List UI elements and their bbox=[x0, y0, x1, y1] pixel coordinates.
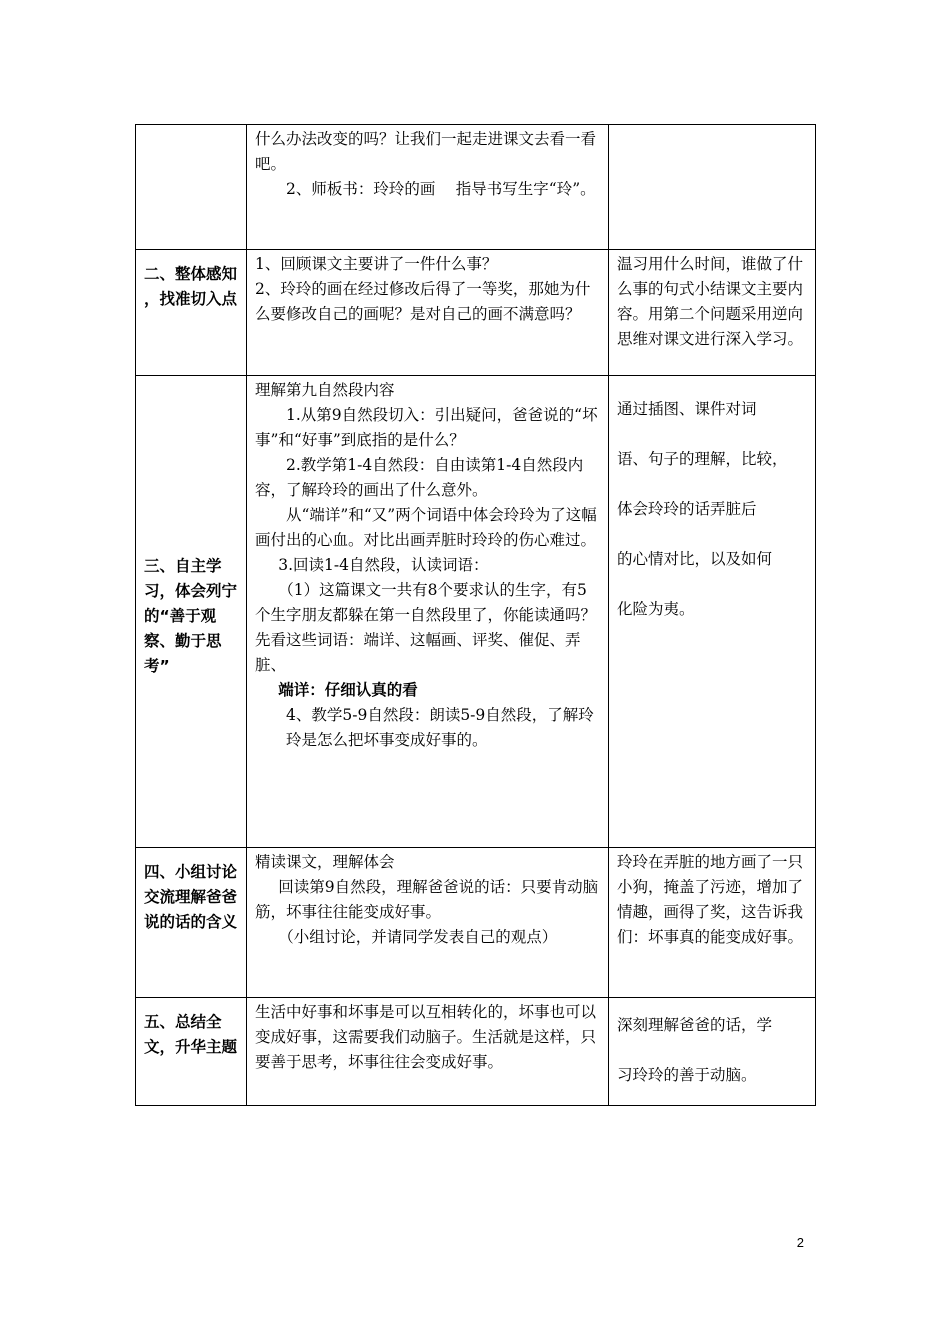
content-line: 回读第9自然段，理解爸爸说的话：只要肯动脑筋，坏事往往能变成好事。 bbox=[255, 878, 599, 921]
content-line: 从“端详”和“又”两个词语中体会玲玲为了这幅画付出的心血。对比出画弄脏时玲玲的伤心难过。 bbox=[255, 506, 597, 549]
note-line: 化险为夷。 bbox=[617, 600, 695, 618]
note-line: 通过插图、课件对词 bbox=[617, 400, 757, 418]
content-cell bbox=[247, 125, 609, 250]
content-line: 4、教学5-9自然段：朗读5-9自然段，了解玲玲是怎么把坏事变成好事的。 bbox=[286, 706, 594, 749]
table-row bbox=[136, 998, 816, 1106]
content-line: 生活中好事和坏事是可以互相转化的，坏事也可以变成好事，这需要我们动脑子。生活就是这样，只要善于思考，坏事往往会变成好事。 bbox=[255, 1003, 597, 1071]
note-line: 的心情对比，以及如何 bbox=[617, 550, 773, 568]
note-line: 深刻理解爸爸的话，学 bbox=[617, 1016, 773, 1034]
content-line: 什么办法改变的吗？让我们一起走进课文去看一看吧。 bbox=[255, 130, 597, 173]
content-cell bbox=[247, 848, 609, 998]
note-cell bbox=[609, 376, 816, 848]
note-line: 玲玲在弄脏的地方画了一只小狗，掩盖了污迹，增加了情趣，画得了奖，这告诉我们：坏事真的能变成好事。 bbox=[617, 853, 804, 946]
table-row bbox=[136, 250, 816, 376]
table-row bbox=[136, 376, 816, 848]
step-cell: 五、总结全文，升华主题 bbox=[136, 998, 247, 1106]
content-line: （1）这篇课文一共有8个要求认的生字，有5个生字朋友都躲在第一自然段里了，你能读通吗？ 先看这些词语：端详、这幅画、评奖、催促、弄脏、 bbox=[255, 581, 612, 674]
content-line: 2、师板书：玲玲的画 指导书写生字“玲”。 bbox=[286, 180, 596, 198]
note-cell bbox=[609, 250, 816, 376]
content-line: 1.从第9自然段切入：引出疑问，爸爸说的“坏事”和“好事”到底指的是什么？ bbox=[255, 406, 598, 449]
vocab-definition: 端详：仔细认真的看 bbox=[278, 681, 418, 699]
content-line: 3.回读1-4自然段，认读词语： bbox=[278, 556, 489, 574]
content-cell bbox=[247, 250, 609, 376]
note-cell bbox=[609, 848, 816, 998]
note-cell bbox=[609, 125, 816, 250]
table-row bbox=[136, 848, 816, 998]
step-cell bbox=[136, 376, 247, 848]
step-cell: 二、整体感知 ，找准切入点 bbox=[136, 250, 247, 376]
lesson-plan-table bbox=[135, 124, 816, 1106]
content-cell bbox=[247, 376, 612, 848]
step-label: 三、自主学习，体会列宁的“善于观察、勤于思考” bbox=[144, 557, 238, 675]
step-cell bbox=[136, 125, 247, 250]
table-row bbox=[136, 125, 816, 250]
content-line: 1、回顾课文主要讲了一件什么事？ bbox=[255, 255, 498, 273]
note-line: 语、句子的理解，比较， bbox=[617, 450, 788, 468]
note-cell bbox=[609, 998, 816, 1106]
content-line: 精读课文，理解体会 bbox=[255, 853, 395, 871]
content-line: 2、玲玲的画在经过修改后得了一等奖，那她为什么要修改自己的画呢？是对自己的画不满意吗？ bbox=[255, 280, 591, 323]
content-cell bbox=[247, 998, 609, 1106]
note-line: 温习用什么时间，谁做了什么事的句式小结课文主要内容。用第二个问题采用逆向思维对课文进行深入学习。 bbox=[617, 255, 804, 348]
note-line: 习玲玲的善于动脑。 bbox=[617, 1066, 757, 1084]
content-line: （小组讨论，并请同学发表自己的观点） bbox=[278, 928, 558, 946]
step-cell: 四、小组讨论交流理解爸爸说的话的含义 bbox=[136, 848, 247, 998]
note-line: 体会玲玲的话弄脏后 bbox=[617, 500, 757, 518]
content-line: 2.教学第1-4自然段：自由读第1-4自然段内容，了解玲玲的画出了什么意外。 bbox=[255, 456, 584, 499]
content-line: 理解第九自然段内容 bbox=[255, 381, 395, 399]
page-number: 2 bbox=[796, 1235, 804, 1250]
